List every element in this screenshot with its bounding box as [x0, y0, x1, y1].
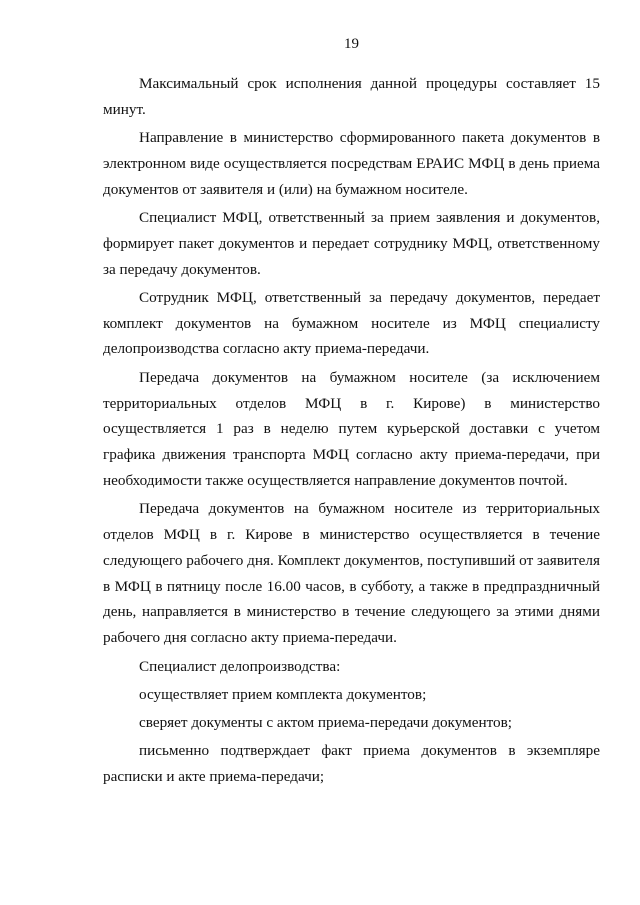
page-number: 19: [344, 36, 359, 52]
paragraph-max-term: Максимальный срок исполнения данной процедуры составляет 15 минут.: [103, 75, 600, 118]
list-item-confirm: письменно подтверждает факт приема документов в экземпляре расписки и акте приема-передачи;: [103, 742, 600, 786]
paragraph-paper-transfer: Передача документов на бумажном носителе (за исключением территориальных отделов МФЦ в г. Кирове) в министерство осуществляется 1 раз в неделю путем курьерской доставки с учетом графика движения транспорта МФЦ согласно акту приема-передачи, при необходимости также осуществляется направление документов почтой.: [103, 368, 600, 489]
paragraph-records-specialist: Специалист делопроизводства:: [139, 657, 341, 675]
list-item-accept: осуществляет прием комплекта документов;: [139, 685, 427, 703]
paragraph-electronic-transfer: Направление в министерство сформированного пакета документов в электронном виде осуществляется посредствам ЕРАИС МФЦ в день приема документов от заявителя и (или) на бумажном носителе.: [103, 129, 600, 198]
paragraph-mfc-employee: Сотрудник МФЦ, ответственный за передачу документов, передает комплект документов на бумажном носителе из МФЦ специалисту делопроизводства согласно акту приема-передачи.: [103, 288, 600, 358]
list-item-verify: сверяет документы с актом приема-передачи документов;: [139, 714, 513, 732]
paragraph-territorial-transfer: Передача документов на бумажном носителе из территориальных отделов МФЦ в г. Кирове в министерство осуществляется в течение следующего рабочего дня. Комплект документов, поступивший от заявителя в МФЦ в пятницу после 16.00 часов, в субботу, а также в предпраздничный день, направляется в министерство в течение следующего за этими днями рабочего дня согласно акту приема-передачи.: [103, 500, 600, 647]
paragraph-mfc-specialist: Специалист МФЦ, ответственный за прием заявления и документов, формирует пакет документов и передает сотруднику МФЦ, ответственному за передачу документов.: [103, 208, 600, 278]
